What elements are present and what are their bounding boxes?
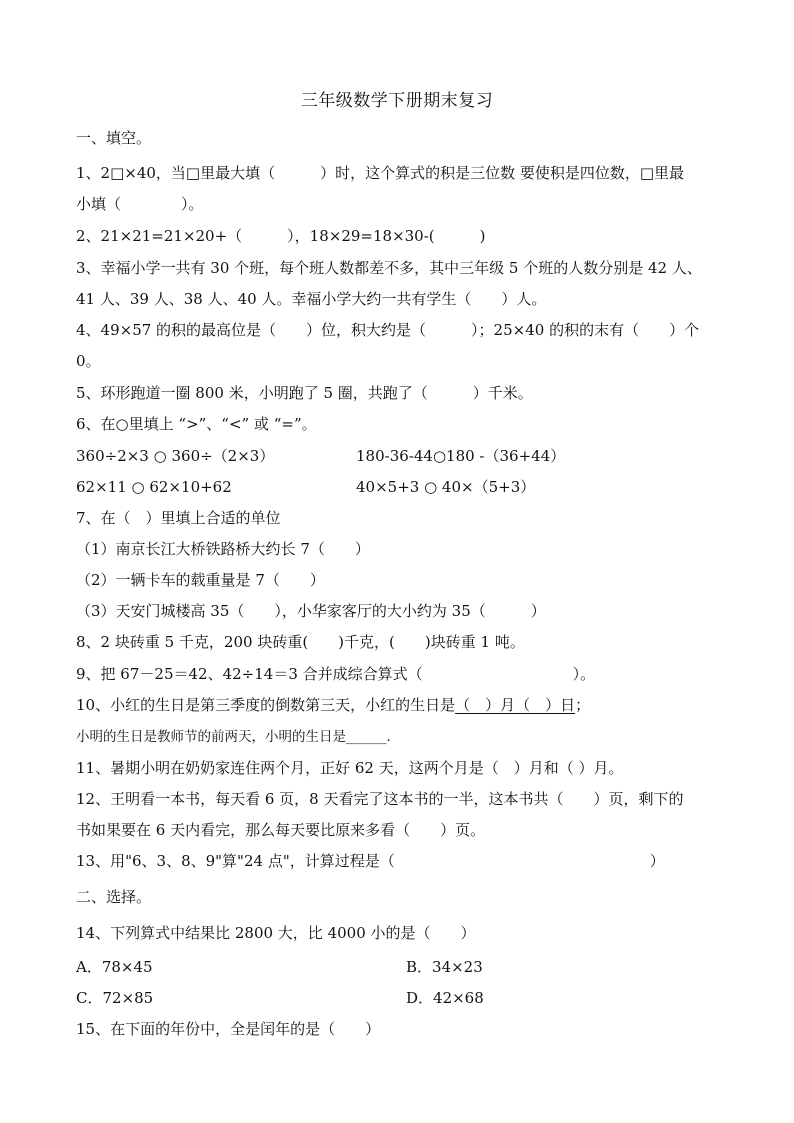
question-15: 15、在下面的年份中，全是闰年的是（ ） — [76, 1020, 381, 1038]
question-4-line-2: 0。 — [76, 352, 101, 370]
question-10-punct: ； — [575, 696, 591, 714]
question-14-option-d: D．42×68 — [406, 989, 484, 1007]
question-6-item-c: 62×11 ○ 62×10+62 — [76, 478, 232, 496]
question-9: 9、把 67－25＝42、42÷14＝3 合并成综合算式（ ）。 — [76, 665, 596, 683]
question-6-item-a: 360÷2×3 ○ 360÷（2×3） — [76, 447, 275, 465]
section-choice-heading: 二、选择。 — [76, 888, 152, 906]
question-14-option-a: A．78×45 — [76, 958, 153, 976]
question-12-line-2: 书如果要在 6 天内看完，那么每天要比原来多看（ ）页。 — [76, 821, 486, 839]
question-14: 14、下列算式中结果比 2800 大，比 4000 小的是（ ） — [76, 924, 476, 942]
question-7-part-2: （2）一辆卡车的载重量是 7（ ） — [76, 571, 325, 589]
question-6-item-b: 180-36-44○180 -（36+44） — [356, 447, 566, 465]
question-7: 7、在（ ）里填上合适的单位 — [76, 509, 281, 527]
question-10-line-1 — [76, 695, 726, 715]
question-2: 2、21×21=21×20+（ ），18×29=18×30-( ) — [76, 227, 486, 245]
question-1-line-2: 小填（ ）。 — [76, 195, 204, 213]
question-10-birthday-blank: （ ）月（ ）日 — [455, 696, 576, 714]
question-6: 6、在○里填上 “>”、“<” 或 “=”。 — [76, 415, 317, 433]
question-5: 5、环形跑道一圈 800 米，小明跑了 5 圈，共跑了（ ）千米。 — [76, 384, 533, 402]
question-13: 13、用"6、3、8、9"算"24 点"，计算过程是（ ） — [76, 852, 665, 870]
question-3-line-2: 41 人、39 人、38 人、40 人。幸福小学大约一共有学生（ ）人。 — [76, 290, 547, 308]
question-3-line-1: 3、幸福小学一共有 30 个班，每个班人数都差不多，其中三年级 5 个班的人数分别是 42 人、 — [76, 259, 702, 277]
question-11: 11、暑期小明在奶奶家连住两个月，正好 62 天，这两个月是（ ）月和（ ）月。 — [76, 759, 624, 777]
question-1-line-1: 1、2□×40，当□里最大填（ ）时，这个算式的积是三位数 要使积是四位数，□里最 — [76, 164, 685, 182]
question-8: 8、2 块砖重 5 千克，200 块砖重( )千克，( )块砖重 1 吨。 — [76, 633, 525, 651]
question-7-part-3: （3）天安门城楼高 35（ ），小华家客厅的大小约为 35（ ） — [76, 602, 546, 620]
question-10-text: 10、小红的生日是第三季度的倒数第三天，小红的生日是 — [76, 696, 456, 714]
question-14-option-c: C．72×85 — [76, 989, 154, 1007]
page-title: 三年级数学下册期末复习 — [300, 91, 494, 111]
question-6-item-d: 40×5+3 ○ 40×（5+3） — [356, 478, 536, 496]
question-14-option-b: B．34×23 — [406, 958, 483, 976]
question-12-line-1: 12、王明看一本书，每天看 6 页，8 天看完了这本书的一半，这本书共（ ）页，剩下的 — [76, 790, 684, 808]
question-10-line-2: 小明的生日是教师节的前两天，小明的生日是______． — [76, 729, 400, 745]
section-fill-in-heading: 一、填空。 — [76, 129, 152, 147]
question-4-line-1: 4、49×57 的积的最高位是（ ）位，积大约是（ ）；25×40 的积的末有（ ）个 — [76, 321, 700, 339]
question-7-part-1: （1）南京长江大桥铁路桥大约长 7（ ） — [76, 540, 370, 558]
